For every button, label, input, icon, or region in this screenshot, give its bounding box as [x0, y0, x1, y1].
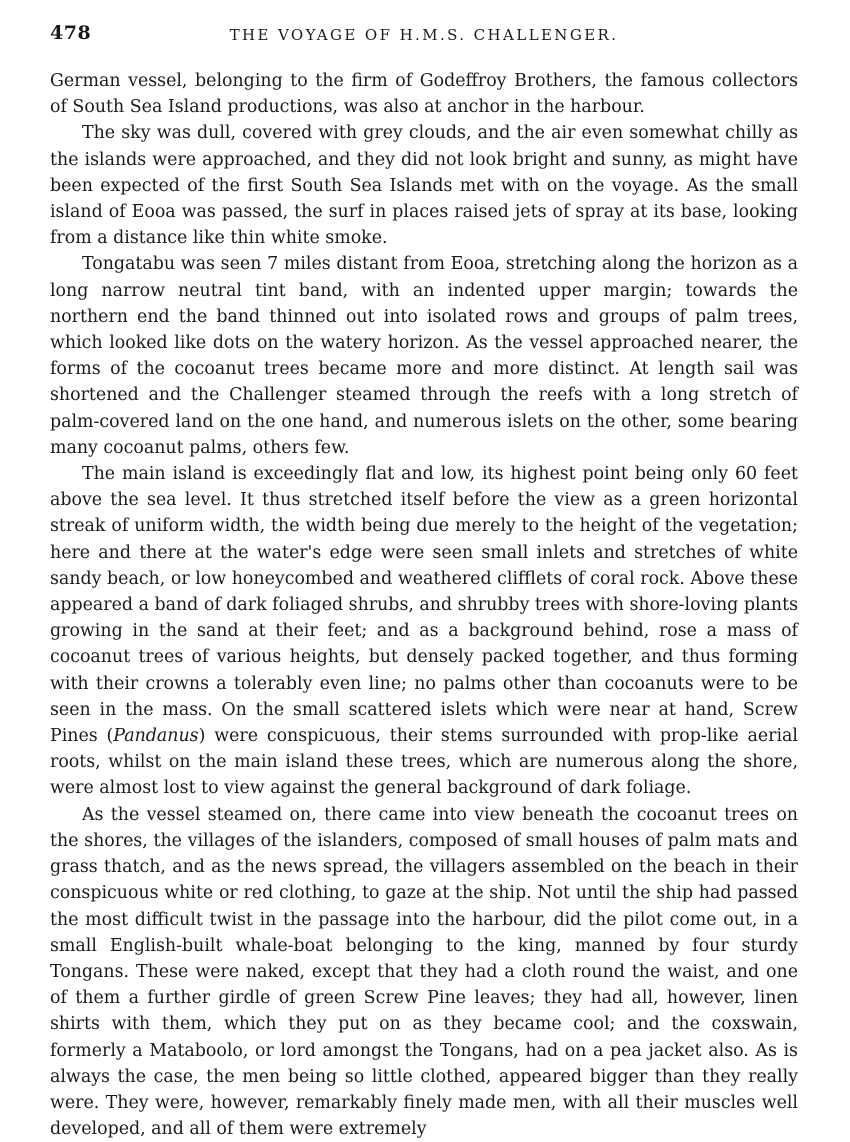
paragraph-text: The main island is exceedingly flat and low, its highest point being only 60 feet above the sea level. It thus stretched itself before the view as a green horizontal streak of uniform width, the width being due merely to the height of the vegetation; here and there at the water's edge were seen small inlets and stretches of white sandy beach, or low honeycombed and weathered clifflets of coral rock. Above these appeared a band of dark foliaged shrubs, and shrubby trees with shore-loving plants growing in the sand at their feet; and as a background behind, rose a mass of cocoanut trees of various heights, but densely packed together, and thus forming with their crowns a tolerably even line; no palms other than cocoanuts were to be seen in the mass. On the small scattered islets which were near at hand, Screw Pines ( — [50, 464, 798, 747]
body-text — [50, 68, 798, 1142]
paragraph: Tongatabu was seen 7 miles distant from Eooa, stretching along the horizon as a long narrow neutral tint band, with an indented upper margin; towards the northern end the band thinned out into isolated rows and groups of palm trees, which looked like dots on the watery horizon. As the vessel approached nearer, the forms of the cocoanut trees became more and more distinct. At length sail was shortened and the Challenger steamed through the reefs with a long stretch of palm-covered land on the one hand, and numerous islets on the other, some bearing many cocoanut palms, others few. — [50, 254, 798, 458]
italic-species-name: Pandanus — [113, 726, 199, 747]
running-title: THE VOYAGE OF H.M.S. CHALLENGER. — [229, 26, 619, 44]
paragraph-continuation: German vessel, belonging to the firm of Godeffroy Brothers, the famous collectors of South Sea Island productions, was also at anchor in the harbour. — [50, 71, 798, 118]
page-header — [50, 22, 798, 58]
page-number: 478 — [50, 22, 92, 44]
paragraph — [50, 461, 798, 802]
paragraph: As the vessel steamed on, there came into view beneath the cocoanut trees on the shores, the villages of the islanders, composed of small houses of palm mats and grass thatch, and as the news spread, the villagers assembled on the beach in their conspicuous white or red clothing, to gaze at the ship. Not until the ship had passed the most difficult twist in the passage into the harbour, did the pilot come out, in a small English-built whale-boat belonging to the king, manned by four sturdy Tongans. These were naked, except that they had a cloth round the waist, and one of them a further girdle of green Screw Pine leaves; they had all, however, linen shirts with them, which they put on as they became cool; and the coxswain, formerly a Mataboolo, or lord amongst the Tongans, had on a pea jacket also. As is always the case, the men being so little clothed, appeared bigger than they really were. They were, however, remarkably finely made men, with all their muscles well developed, and all of them were extremely — [50, 804, 798, 1140]
book-page — [50, 22, 798, 1142]
paragraph: The sky was dull, covered with grey clouds, and the air even somewhat chilly as the islands were approached, and they did not look bright and sunny, as might have been expected of the first South Sea Islands met with on the voyage. As the small island of Eooa was passed, the surf in places raised jets of spray at its base, looking from a distance like thin white smoke. — [50, 123, 798, 249]
paragraph-text: ) were conspicuous, their stems surrounded with prop-like aerial roots, whilst on the main island these trees, which are numerous along the shore, were almost lost to view against the general background of dark foliage. — [50, 726, 798, 799]
